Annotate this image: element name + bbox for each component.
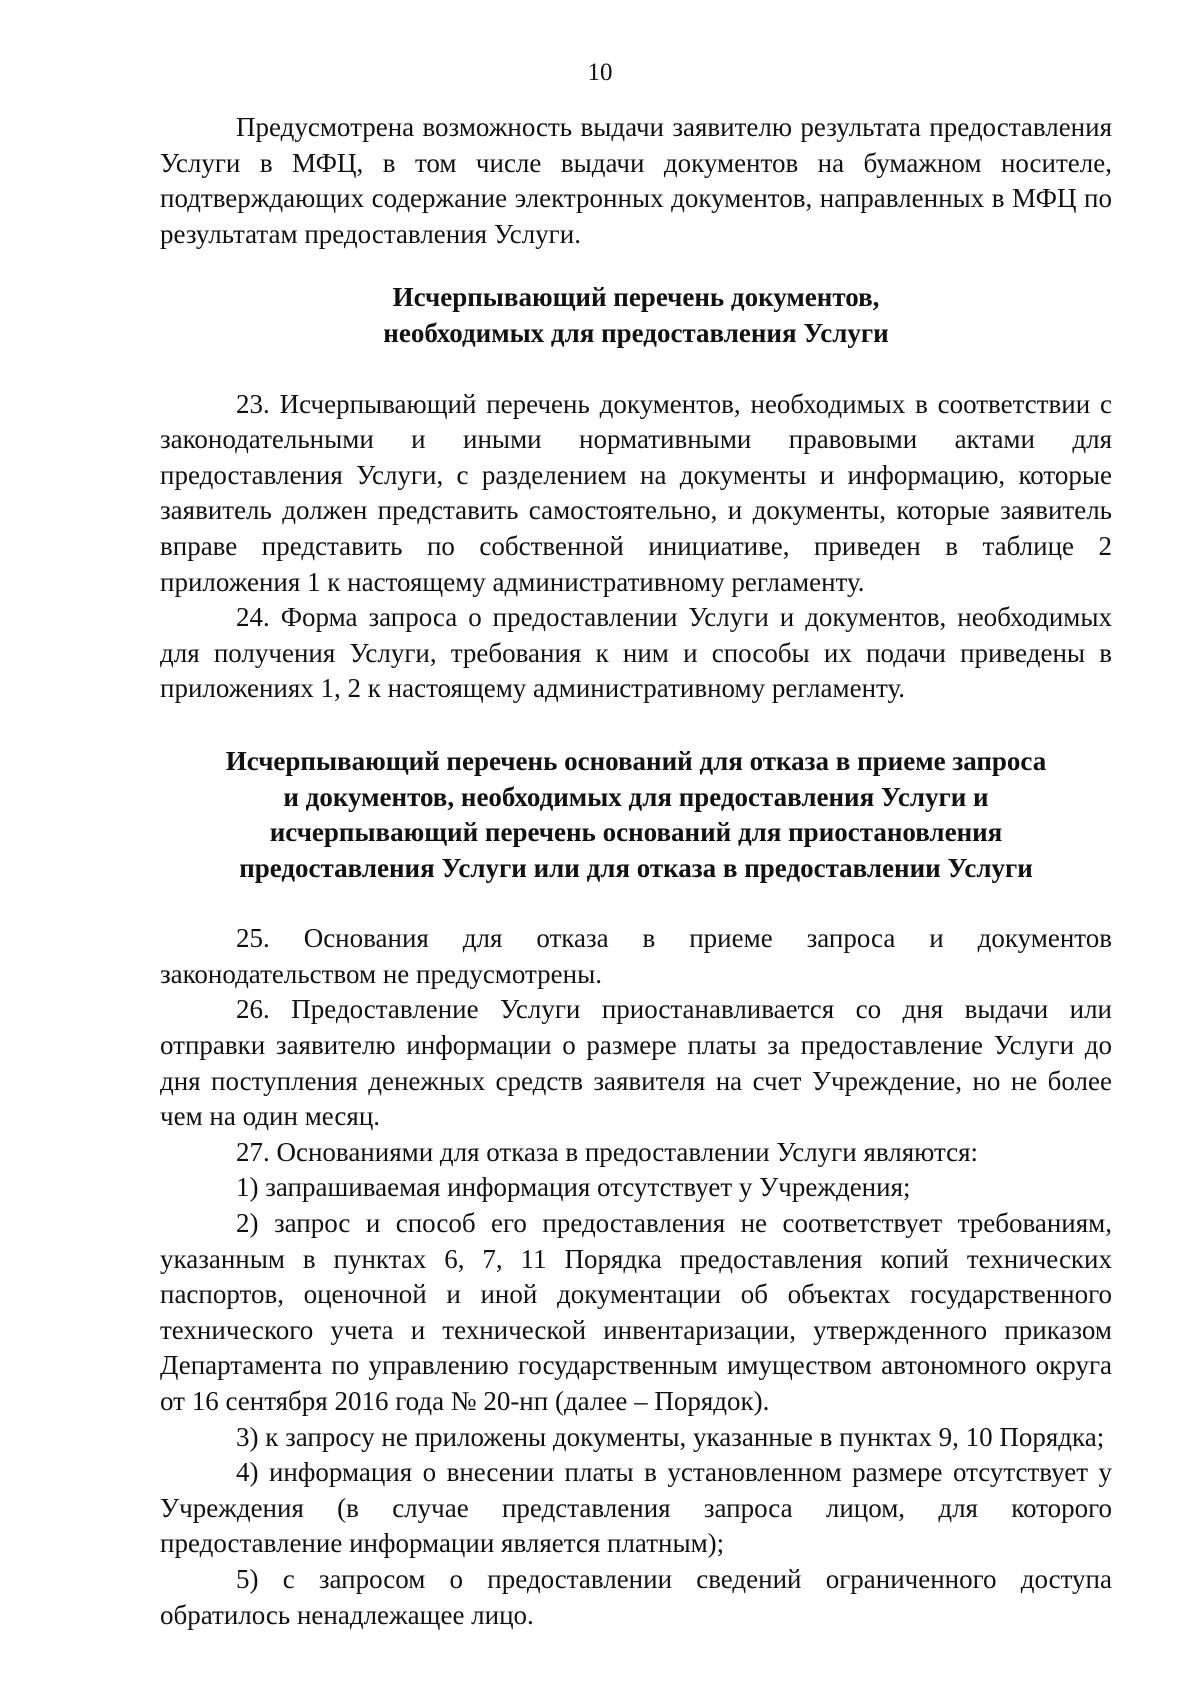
heading-line: необходимых для предоставления Услуги [383,317,889,348]
list-item-2: 2) запрос и способ его предоставления не соответствует требованиям, указанным в пунктах 6, 7, 11 Порядка предоставления копий технических паспортов, оценочной и иной документации об объектах государственного технического учета и технической инвентаризации, утвержденного приказом Департамента по управлению государственным имуществом автономного округа от 16 сентября 2016 года № 20-нп (далее – Порядок). [160,1208,1112,1416]
clause-24: 24. Форма запроса о предоставлении Услуги и документов, необходимых для получения Услуги, требования к ним и способы их подачи приведены в приложениях 1, 2 к настоящему административному регламенту. [160,602,1112,704]
page-number: 10 [587,59,613,86]
document-body [160,110,1112,1633]
heading-line: исчерпывающий перечень оснований для приостановления [269,817,1003,848]
section-heading-refusal-grounds [160,744,1112,886]
list-item-1: 1) запрашиваемая информация отсутствует у Учреждения; [236,1172,911,1203]
intro-paragraph: Предусмотрена возможность выдачи заявителю результата предоставления Услуги в МФЦ, в том числе выдачи документов на бумажном носителе, подтверждающих содержание электронных документов, направленных в МФЦ по результатам предоставления Услуги. [160,112,1112,249]
heading-line: и документов, необходимых для предоставления Услуги и [283,781,989,812]
heading-line: Исчерпывающий перечень документов, [392,282,880,313]
list-item-3: 3) к запросу не приложены документы, указанные в пунктах 9, 10 Порядка; [236,1421,1105,1452]
clause-23: 23. Исчерпывающий перечень документов, необходимых в соответствии с законодательными и иными нормативными правовыми актами для предоставления Услуги, с разделением на документы и информацию, которые заявитель должен представить самостоятельно, и документы, которые заявитель вправе представить по собственной инициативе, приведен в таблице 2 приложения 1 к настоящему административному регламенту. [160,388,1112,597]
clause-27: 27. Основаниями для отказа в предоставлении Услуги являются: [236,1136,979,1167]
clause-25: 25. Основания для отказа в приеме запроса и документов законодательством не предусмотрены. [160,923,1112,989]
list-item-5: 5) с запросом о предоставлении сведений ограниченного доступа обратилось ненадлежащее лицо. [160,1563,1112,1630]
list-item-4: 4) информация о внесении платы в установленном размере отсутствует у Учреждения (в случае представления запроса лицом, для которого предоставление информации является платным); [160,1457,1112,1559]
section-heading-documents [160,280,1112,351]
heading-line: предоставления Услуги или для отказа в предоставлении Услуги [239,852,1033,883]
clause-26: 26. Предоставление Услуги приостанавливается со дня выдачи или отправки заявителю информации о размере платы за предоставление Услуги до дня поступления денежных средств заявителя на счет Учреждение, но не более чем на один месяц. [160,994,1112,1132]
heading-line: Исчерпывающий перечень оснований для отказа в приеме запроса [225,745,1047,776]
